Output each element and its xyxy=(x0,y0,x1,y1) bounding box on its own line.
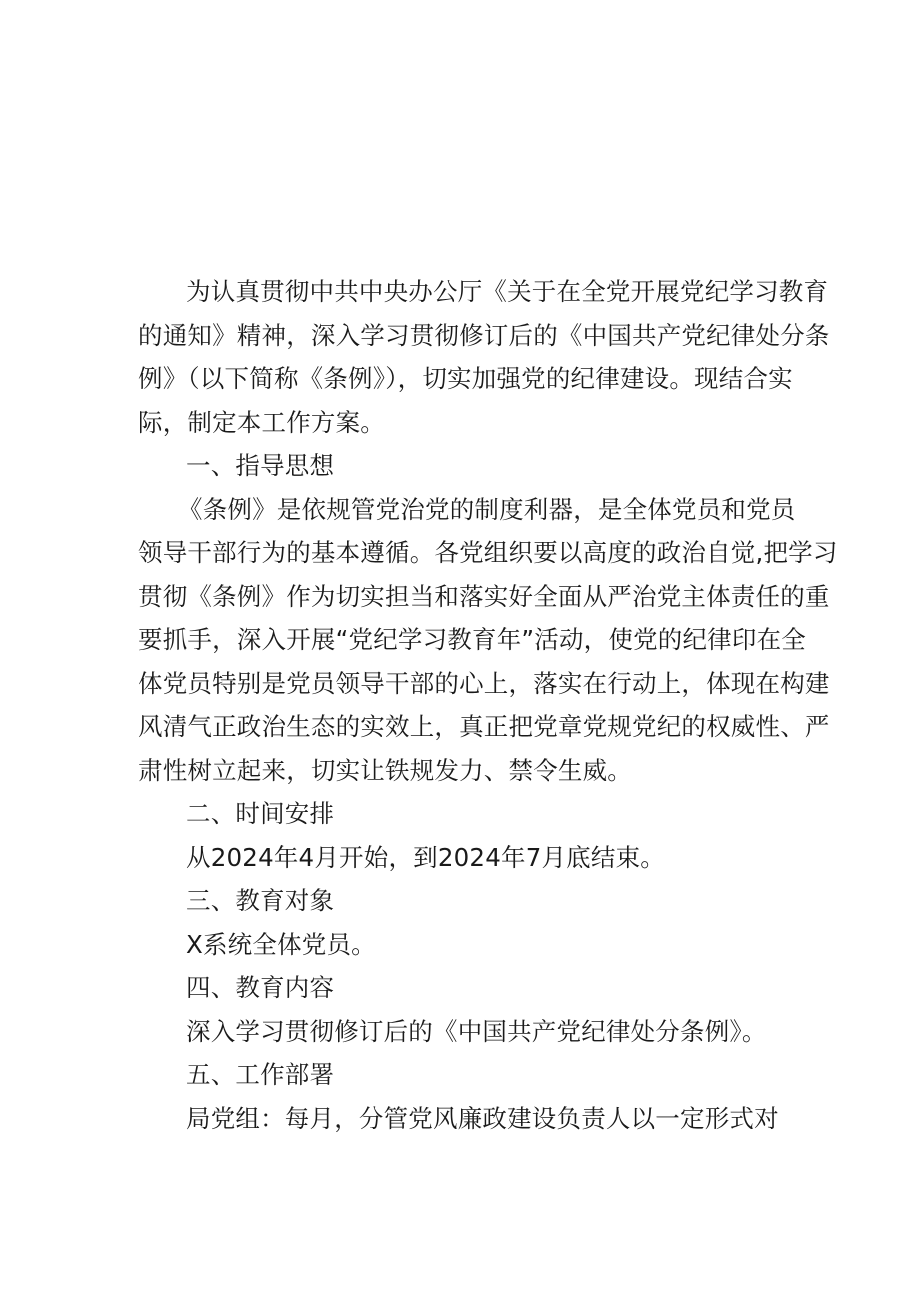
section2-text: 从2024年4月开始，到2024年7月底结束。 xyxy=(186,842,665,872)
intro-line-4: 际，制定本工作方案。 xyxy=(138,407,385,437)
intro-line-2: 的通知》精神，深入学习贯彻修订后的《中国共产党纪律处分条 xyxy=(138,320,830,350)
document-page xyxy=(138,270,838,1140)
section4-text: 深入学习贯彻修订后的《中国共产党纪律处分条例》。 xyxy=(186,1016,767,1046)
section1-line-7: 肃性树立起来，切实让铁规发力、禁令生威。 xyxy=(138,755,632,785)
intro-line-1: 为认真贯彻中共中央办公厅《关于在全党开展党纪学习教育 xyxy=(186,277,829,306)
section1-line-3: 贯彻《条例》作为切实担当和落实好全面从严治党主体责任的重 xyxy=(138,581,830,611)
section1-line-6: 风清气正政治生态的实效上，真正把党章党规党纪的权威性、严 xyxy=(138,712,830,741)
section3-heading: 三、教育对象 xyxy=(186,886,335,915)
section1-line-1: 《条例》是依规管党治党的制度利器，是全体党员和党员 xyxy=(178,494,796,524)
intro-line-3: 例》（以下简称《条例》），切实加强党的纪律建设。现结合实 xyxy=(138,364,793,393)
section2-heading: 二、时间安排 xyxy=(186,799,335,828)
section5-heading: 五、工作部署 xyxy=(186,1060,335,1089)
section1-line-4: 要抓手，深入开展“党纪学习教育年”活动，使党的纪律印在全 xyxy=(138,625,806,654)
section4-heading: 四、教育内容 xyxy=(186,973,335,1002)
section1-heading: 一、指导思想 xyxy=(186,451,335,480)
section1-line-5: 体党员特别是党员领导干部的心上，落实在行动上，体现在构建 xyxy=(138,668,830,698)
section5-text: 局党组：每月，分管党风廉政建设负责人以一定形式对 xyxy=(186,1103,779,1133)
section1-line-2: 领导干部行为的基本遵循。各党组织要以高度的政治自觉,把学习 xyxy=(138,538,838,567)
section3-text: X系统全体党员。 xyxy=(186,929,376,959)
